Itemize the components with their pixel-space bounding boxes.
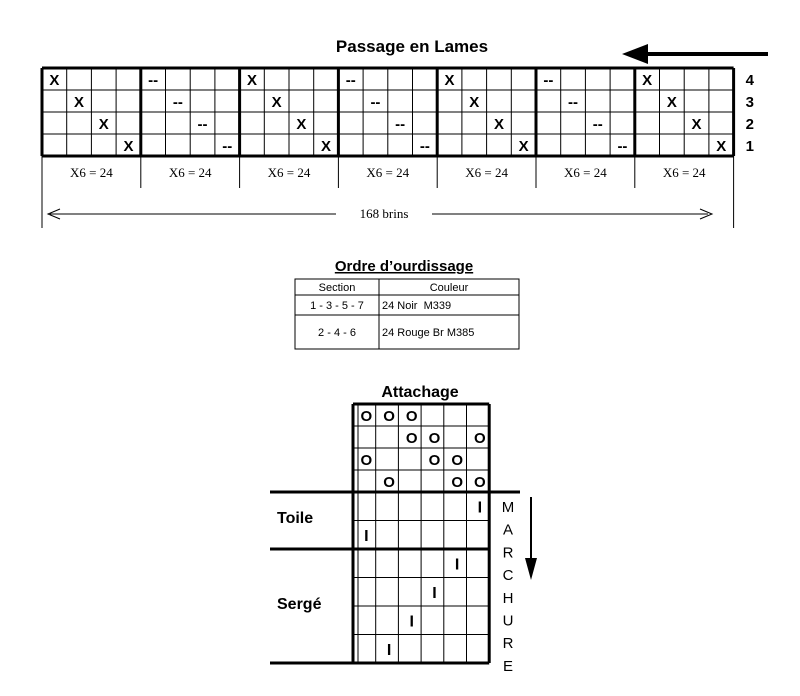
toile-label: Toile (277, 510, 314, 527)
marche-letter: M (501, 499, 515, 516)
ordre-row-section: 2 - 4 - 6 (318, 327, 356, 339)
tie-mark: O (428, 430, 441, 447)
ordre-table (295, 279, 519, 349)
threading-mark-dash: -- (395, 116, 406, 133)
group-label: X6 = 24 (662, 165, 706, 180)
threading-mark-x: X (296, 116, 307, 133)
marche-letter: H (502, 589, 514, 607)
tie-mark: O (474, 474, 486, 491)
threading-mark-dash: -- (222, 138, 233, 155)
threading-mark-x: X (123, 138, 134, 155)
threading-mark-x: X (642, 72, 653, 89)
shaft-number: 1 (745, 138, 754, 155)
ordre-header-couleur: Couleur (429, 282, 469, 294)
threading-mark-dash: -- (370, 94, 381, 111)
marche-label (502, 499, 515, 675)
threading-mark-x: X (321, 138, 332, 155)
treadle-mark: I (454, 556, 460, 574)
tie-mark: O (474, 430, 486, 447)
threading-mark-x: X (98, 116, 109, 133)
group-label: X6 = 24 (366, 165, 410, 180)
threading-mark-dash: -- (197, 116, 208, 133)
threading-mark-dash: -- (172, 94, 183, 111)
threading-mark-dash: -- (592, 116, 603, 133)
group-label: X6 = 24 (267, 165, 311, 180)
tie-mark: O (383, 474, 395, 491)
group-label: X6 = 24 (465, 165, 508, 180)
ordre-title: Ordre d’ourdissage (334, 258, 474, 275)
threading-mark-dash: -- (345, 72, 356, 89)
threading-mark-x: X (271, 94, 282, 111)
group-label: X6 = 24 (70, 165, 113, 180)
threading-mark-x: X (74, 94, 85, 111)
threading-mark-dash: -- (568, 94, 579, 111)
attachage-title: Attachage (381, 384, 459, 401)
threading-mark-x: X (716, 138, 727, 155)
ordre-row-section: 1 - 3 - 5 - 7 (310, 300, 364, 312)
tie-mark: O (451, 452, 463, 469)
treadle-mark: I (364, 527, 369, 545)
threading-mark-dash: -- (617, 138, 628, 155)
threading-mark-x: X (246, 72, 257, 89)
passage-title: Passage en Lames (335, 37, 489, 56)
ordre-row-couleur: 24 Noir M339 (382, 300, 452, 312)
ordre-header-section: Section (318, 282, 356, 294)
group-label: X6 = 24 (168, 165, 212, 180)
treadle-mark: I (477, 499, 483, 517)
marche-letter: E (502, 657, 514, 675)
marche-letter: C (502, 567, 514, 585)
marche-letter: R (502, 635, 514, 653)
threading-mark-x: X (518, 138, 529, 155)
tie-mark: O (405, 430, 418, 447)
tie-mark: O (405, 408, 418, 425)
threading-mark-dash: -- (543, 72, 554, 89)
threading-mark-x: X (691, 116, 702, 133)
marche-letter: R (502, 544, 514, 562)
direction-arrow-icon (622, 44, 768, 64)
shaft-number: 2 (745, 116, 754, 133)
shaft-number: 3 (745, 94, 754, 111)
threading-mark-x: X (666, 94, 677, 111)
treadle-mark: I (409, 613, 414, 631)
threading-mark-x: X (444, 72, 455, 89)
tie-mark: O (451, 474, 463, 491)
attachage-grid (270, 404, 520, 663)
tie-mark: O (383, 408, 395, 425)
threading-mark-x: X (493, 116, 504, 133)
threading-mark-x: X (469, 94, 480, 111)
treadle-mark: I (386, 641, 392, 659)
threading-grid (42, 68, 755, 228)
tie-mark: O (360, 452, 373, 469)
threading-mark-dash: -- (148, 72, 159, 89)
threading-mark-x: X (49, 72, 60, 89)
tie-mark: O (360, 408, 373, 425)
total-label: 168 brins (359, 206, 409, 221)
group-label: X6 = 24 (564, 165, 607, 180)
serge-label: Sergé (277, 596, 322, 613)
shaft-number: 4 (745, 72, 754, 89)
ordre-row-couleur: 24 Rouge Br M385 (382, 327, 475, 339)
treadle-mark: I (432, 584, 437, 602)
threading-mark-dash: -- (419, 138, 430, 155)
marche-letter: U (502, 612, 514, 630)
tie-mark: O (428, 452, 441, 469)
marche-letter: A (502, 521, 514, 539)
marche-arrow-icon (525, 497, 537, 580)
